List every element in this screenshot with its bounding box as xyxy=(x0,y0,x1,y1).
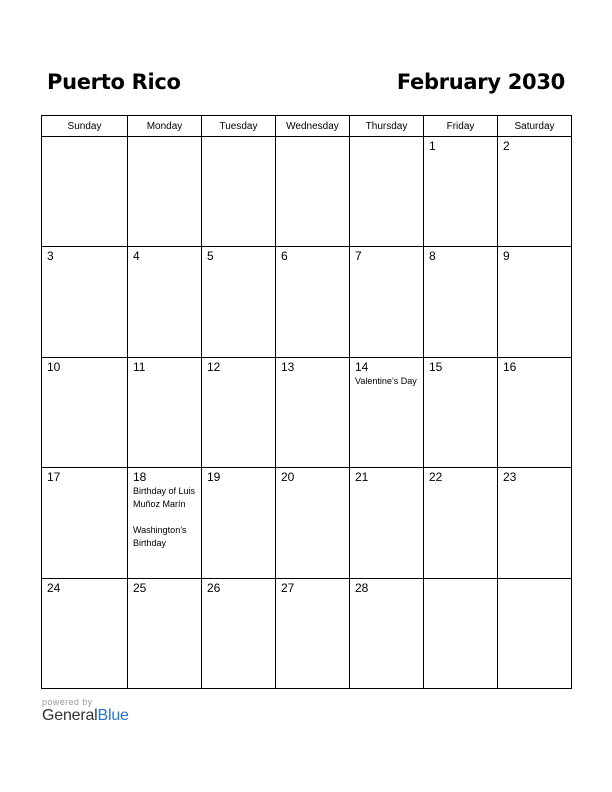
day-number: 4 xyxy=(133,249,140,264)
week-row xyxy=(42,137,572,247)
weekday-header: Saturday xyxy=(498,116,572,137)
generalblue-logo[interactable] xyxy=(42,707,129,725)
day-cell[interactable] xyxy=(276,468,350,578)
day-number: 13 xyxy=(281,359,295,374)
empty-day-cell xyxy=(350,137,424,247)
day-number: 3 xyxy=(47,249,54,264)
weekday-header: Friday xyxy=(424,116,498,137)
day-cell[interactable] xyxy=(498,468,572,578)
day-number: 1 xyxy=(429,139,436,153)
day-number: 22 xyxy=(429,470,443,485)
day-cell[interactable] xyxy=(350,357,424,467)
month-year-title: February 2030 xyxy=(396,70,565,94)
day-number: 21 xyxy=(355,470,369,485)
day-cell[interactable] xyxy=(128,578,202,688)
day-cell[interactable] xyxy=(202,357,276,467)
day-number: 25 xyxy=(133,580,147,595)
day-number: 14 xyxy=(355,359,369,374)
day-cell[interactable] xyxy=(424,137,498,247)
day-cell[interactable] xyxy=(42,247,128,357)
day-number: 19 xyxy=(207,470,221,485)
empty-day-cell xyxy=(424,578,498,688)
day-cell[interactable] xyxy=(424,247,498,357)
day-number: 11 xyxy=(133,359,146,374)
weekday-header: Thursday xyxy=(350,116,424,137)
powered-by-label: powered by xyxy=(42,697,93,707)
week-row xyxy=(42,468,572,578)
empty-day-cell xyxy=(498,578,572,688)
weekday-header: Sunday xyxy=(42,116,128,137)
day-number: 2 xyxy=(503,139,510,153)
day-number: 18 xyxy=(133,470,147,485)
country-title: Puerto Rico xyxy=(47,70,181,94)
holiday-event: Birthday of Luis Muñoz Marín xyxy=(133,486,196,510)
day-number: 7 xyxy=(355,249,362,264)
day-cell[interactable] xyxy=(128,247,202,357)
day-cell[interactable] xyxy=(276,247,350,357)
empty-day-cell xyxy=(128,137,202,247)
day-cell[interactable] xyxy=(42,578,128,688)
day-cell[interactable] xyxy=(350,247,424,357)
day-number: 16 xyxy=(503,359,517,374)
day-cell[interactable] xyxy=(498,357,572,467)
day-number: 27 xyxy=(281,580,295,595)
weekday-header: Monday xyxy=(128,116,202,137)
day-number: 20 xyxy=(281,470,295,485)
empty-day-cell xyxy=(42,137,128,247)
day-cell[interactable] xyxy=(276,357,350,467)
day-number: 17 xyxy=(47,470,61,485)
day-number: 10 xyxy=(47,359,61,374)
day-cell[interactable] xyxy=(424,468,498,578)
brand-footer xyxy=(42,697,129,725)
weekday-header-row xyxy=(42,116,572,137)
day-number: 26 xyxy=(207,580,221,595)
day-cell[interactable] xyxy=(498,247,572,357)
logo-general-text: General xyxy=(42,707,98,724)
logo-blue-text: Blue xyxy=(97,707,129,724)
day-number: 23 xyxy=(503,470,517,485)
holiday-event: Washington’s Birthday xyxy=(133,525,187,549)
day-cell[interactable] xyxy=(350,578,424,688)
day-number: 8 xyxy=(429,249,436,264)
day-cell[interactable] xyxy=(202,578,276,688)
day-cell[interactable] xyxy=(42,357,128,467)
holiday-event: Valentine’s Day xyxy=(355,375,417,386)
day-cell[interactable] xyxy=(202,468,276,578)
empty-day-cell xyxy=(202,137,276,247)
day-cell[interactable] xyxy=(42,468,128,578)
day-number: 15 xyxy=(429,359,443,374)
week-row xyxy=(42,578,572,688)
day-number: 24 xyxy=(47,580,61,595)
day-cell[interactable] xyxy=(202,247,276,357)
day-cell[interactable] xyxy=(128,468,202,578)
day-number: 28 xyxy=(355,580,369,595)
weekday-header: Wednesday xyxy=(276,116,350,137)
calendar-grid xyxy=(41,115,572,689)
day-cell[interactable] xyxy=(350,468,424,578)
week-row xyxy=(42,357,572,467)
empty-day-cell xyxy=(276,137,350,247)
day-cell[interactable] xyxy=(128,357,202,467)
day-cell[interactable] xyxy=(276,578,350,688)
week-row xyxy=(42,247,572,357)
day-number: 5 xyxy=(207,249,214,264)
day-number: 6 xyxy=(281,249,288,264)
day-cell[interactable] xyxy=(498,137,572,247)
day-number: 12 xyxy=(207,359,221,374)
day-number: 9 xyxy=(503,249,510,264)
weekday-header: Tuesday xyxy=(202,116,276,137)
day-cell[interactable] xyxy=(424,357,498,467)
